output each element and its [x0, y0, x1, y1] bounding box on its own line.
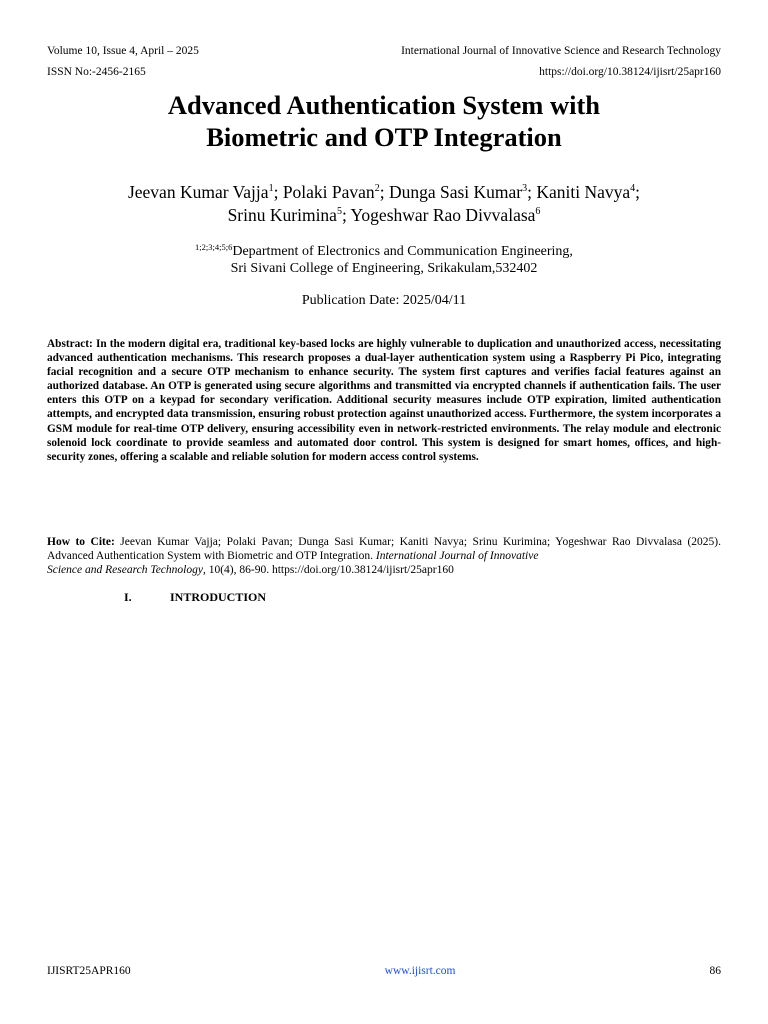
author-list [0, 181, 768, 227]
abstract-label: Abstract: [47, 338, 93, 350]
author-affil-sup: 4 [630, 183, 636, 194]
author-name: Dunga Sasi Kumar [388, 182, 523, 202]
cite-journal-1: International Journal of Innovative [375, 550, 539, 563]
author-affil-sup: 3 [522, 183, 528, 194]
cite-label: How to Cite: [47, 536, 115, 548]
author-line-1 [0, 181, 768, 204]
author-affil-sup: 6 [535, 206, 541, 217]
affiliation [0, 243, 768, 277]
section-title: INTRODUCTION [170, 590, 267, 604]
institution: Sri Sivani College of Engineering, Srikakulam,532402 [230, 261, 538, 276]
paper-title [0, 89, 768, 153]
author-affil-sup: 5 [336, 206, 342, 217]
author-separator: ; [527, 182, 537, 202]
author-name: Jeevan Kumar Vajja [127, 182, 269, 202]
author-name: Yogeshwar Rao Divvalasa [350, 205, 536, 225]
abstract-text: In the modern digital era, traditional key-based locks are highly vulnerable to duplication and unauthorized access, necessitating advanced authentication mechanisms. This research proposes a dual-layer authentication system using a Raspberry Pi Pico, integrating facial recognition and a secure OTP mechanism to enhance security. The system first captures and verifies facial features against an authorized database. An OTP is generated using secure algorithms and transmitted via encrypted channels if authentication fails. The user enters this OTP on a keypad for secondary verification. Additional security measures include OTP expiration, limited authentication attempts, and encrypted data transmission, ensuring robust protection against unauthorized access. Furthermore, the system incorporates a GSM module for real-time OTP delivery, ensuring accessibility even in network-restricted environments. The relay module and electronic solenoid lock coordinate to provide seamless and automated door control. This system is designed for smart homes, offices, and high-security zones, offering a scalable and reliable solution for modern access control systems. [47, 338, 721, 463]
author-separator: ; [273, 182, 283, 202]
title-line-1: Advanced Authentication System with [167, 90, 601, 120]
title-line-2: Biometric and OTP Integration [206, 122, 562, 152]
author-name: Srinu Kurimina [227, 205, 337, 225]
affiliation-sup: 1;2;3;4;5;6 [195, 242, 233, 252]
issn: ISSN No:-2456-2165 [47, 66, 146, 78]
author-separator: ; [341, 205, 351, 225]
section-number: I. [124, 590, 132, 604]
author-affil-sup: 1 [268, 183, 274, 194]
page-number: 86 [709, 965, 721, 977]
cite-journal-2: Science and Research Technology [47, 564, 203, 577]
department: Department of Electronics and Communication Engineering, [232, 244, 573, 259]
website-link[interactable]: www.ijisrt.com [384, 965, 456, 977]
abstract [47, 337, 721, 464]
running-header-bottom [47, 65, 721, 79]
cite-tail: , 10(4), 86-90. https://doi.org/10.38124/ijisrt/25apr160 [202, 564, 454, 577]
publication-date: Publication Date: 2025/04/11 [301, 293, 467, 308]
running-header-top [47, 44, 721, 58]
author-separator: ; [635, 182, 641, 202]
journal-name: International Journal of Innovative Science and Research Technology [401, 45, 721, 57]
author-line-2 [0, 204, 768, 227]
author-name: Kaniti Navya [536, 182, 631, 202]
cite-text: Jeevan Kumar Vajja; Polaki Pavan; Dunga Sasi Kumar; Kaniti Navya; Srinu Kurimina; Yogeshwar Rao Divvalasa (2025). Advanced Authentication System with Biometric and OTP Integration. [47, 536, 722, 563]
author-separator: ; [379, 182, 389, 202]
author-affil-sup: 2 [374, 183, 380, 194]
how-to-cite [47, 535, 721, 578]
author-name: Polaki Pavan [282, 182, 375, 202]
affiliation-line-1 [0, 243, 768, 260]
paper-code: IJISRT25APR160 [47, 965, 131, 977]
doi-link[interactable]: https://doi.org/10.38124/ijisrt/25apr160 [539, 66, 721, 78]
section-heading-introduction [124, 590, 266, 604]
volume-info: Volume 10, Issue 4, April – 2025 [47, 45, 199, 57]
page-footer [47, 964, 721, 978]
